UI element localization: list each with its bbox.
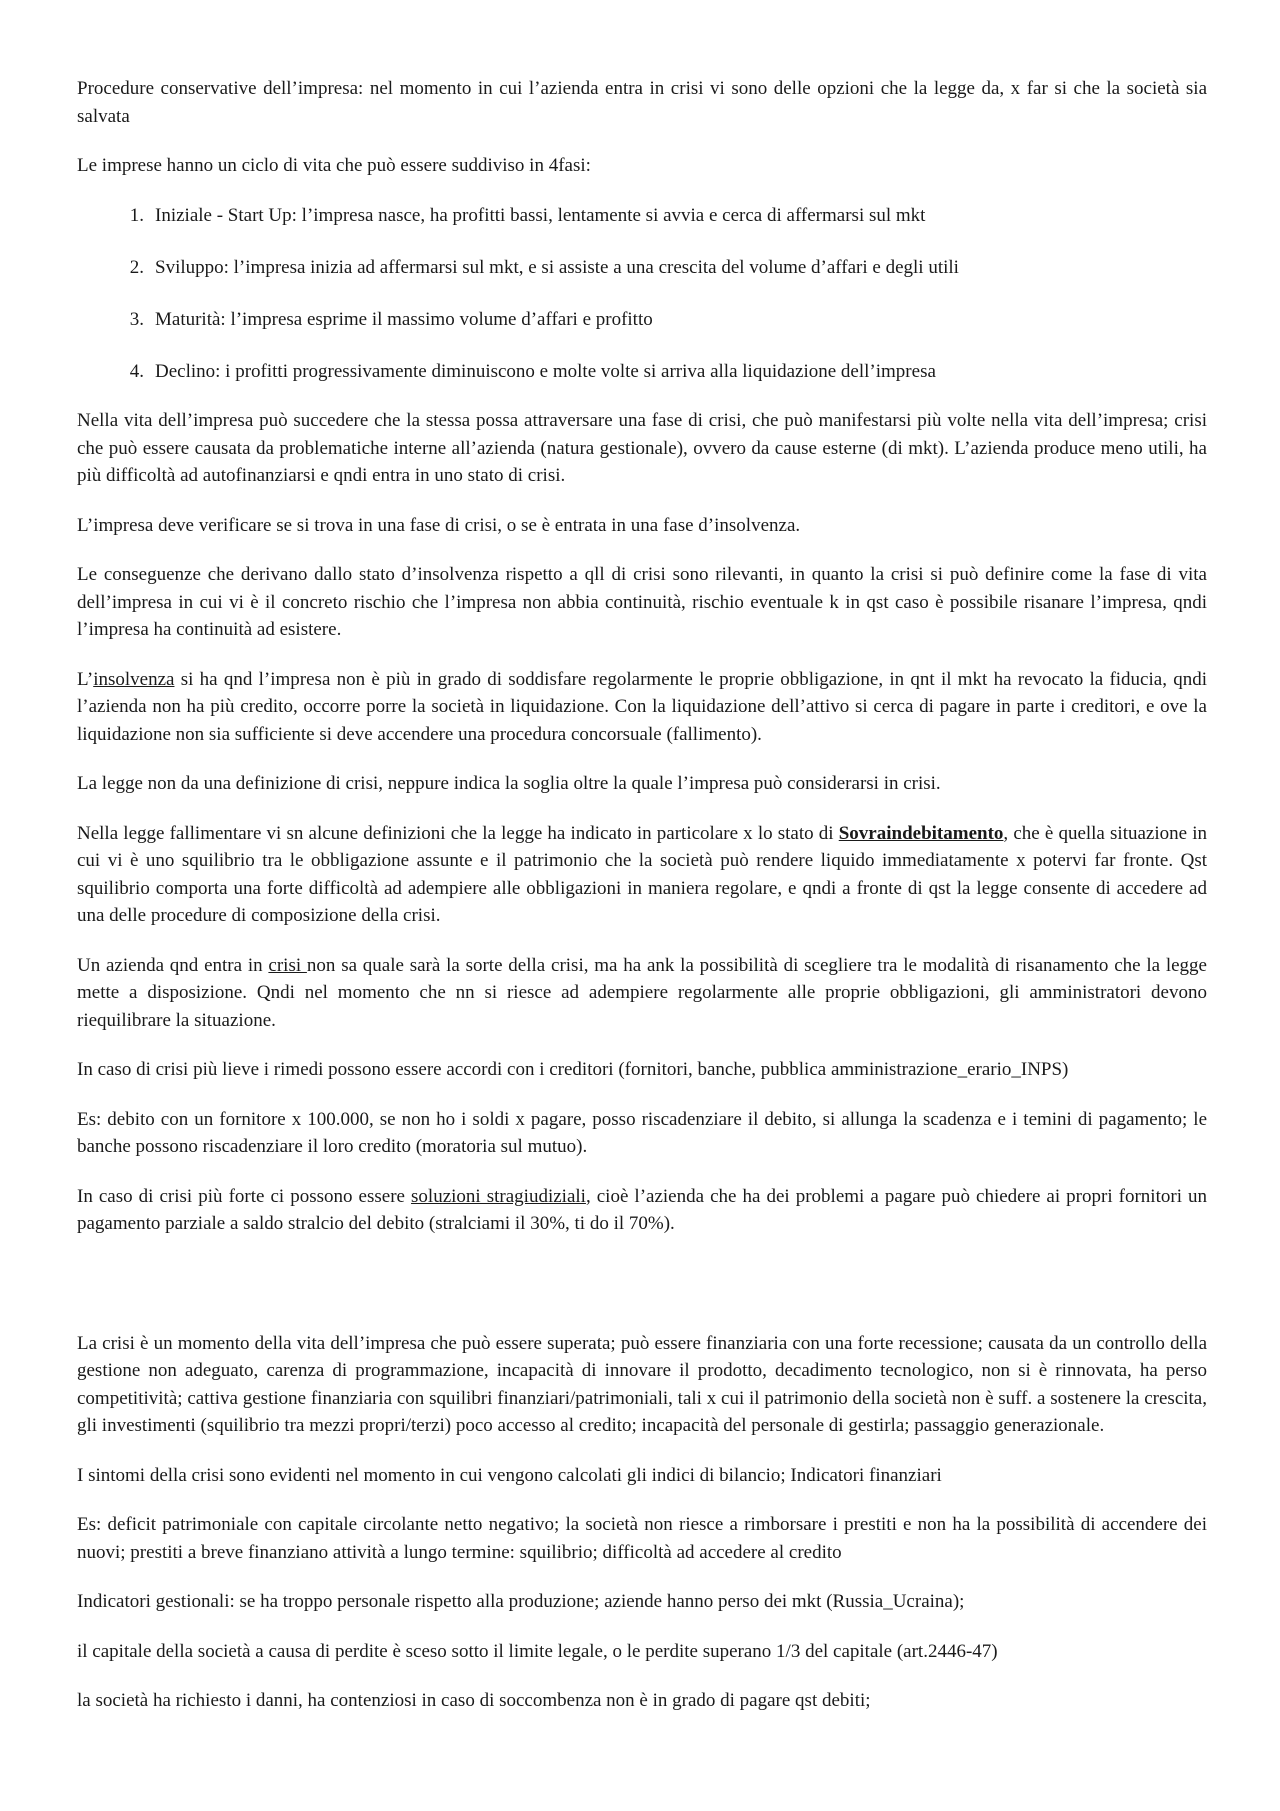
phases-list [77, 202, 1207, 386]
paragraph-risanamento [77, 952, 1207, 1035]
paragraph-sintomi: I sintomi della crisi sono evidenti nel momento in cui vengono calcolati gli indici di bilancio; Indicatori finanziari [77, 1464, 942, 1486]
text-segment: L’ [77, 668, 94, 690]
paragraph-indicatori-gestionali: Indicatori gestionali: se ha troppo personale rispetto alla produzione; aziende hanno perso dei mkt (Russia_Ucraina); [77, 1591, 965, 1612]
document-page [77, 75, 1207, 1737]
paragraph-esempio-debito: Es: debito con un fornitore x 100.000, se non ho i soldi x pagare, posso riscadenziare il debito, si allunga la scadenza e i temini di pagamento; le banche possono riscadenziare il loro credito (moratoria sul mutuo). [77, 1108, 1207, 1157]
paragraph-ciclo-di-vita: Le imprese hanno un ciclo di vita che può essere suddiviso in 4fasi: [77, 155, 591, 176]
list-number: 1. [129, 204, 144, 226]
paragraph-capitale-perdite: il capitale della società a causa di perdite è sceso sotto il limite legale, o le perdite superano 1/3 del capitale (art.2446-47) [77, 1640, 998, 1662]
list-number: 2. [129, 256, 144, 278]
list-item [77, 202, 1207, 230]
underlined-term-insolvenza: insolvenza [93, 668, 175, 690]
text-segment: Un azienda qnd entra in [77, 954, 269, 976]
paragraph-crisi-lieve: In caso di crisi più lieve i rimedi possono essere accordi con i creditori (fornitori, banche, pubblica amministrazione_erario_INPS) [77, 1059, 1069, 1080]
paragraph-insolvenza [77, 666, 1207, 749]
list-text: Declino: i profitti progressivamente diminuiscono e molte volte si arriva alla liquidazione dell’impresa [155, 360, 936, 382]
bold-term-sovraindebitamento: Sovraindebitamento [838, 822, 1004, 844]
text-segment: Nella legge fallimentare vi sn alcune definizioni che la legge ha indicato in particolare x lo stato di [77, 822, 839, 844]
paragraph-sovraindebitamento [77, 820, 1207, 930]
list-item [77, 358, 1207, 386]
underlined-term-crisi: crisi [268, 954, 307, 976]
text-segment: non sa quale sarà la sorte della crisi, ma ha ank la possibilità di scegliere tra le modalità di risanamento che la legge mette a disposizione. Qndi nel momento che nn si riesce ad adempiere regolarmente alle proprie obbligazioni, gli amministratori devono riequilibrare la situazione. [77, 954, 1207, 1031]
text-segment: In caso di crisi più forte ci possono essere [77, 1185, 412, 1207]
list-item [77, 254, 1207, 282]
blank-gap [77, 1260, 1207, 1330]
paragraph-conseguenze: Le conseguenze che derivano dallo stato d’insolvenza rispetto a qll di crisi sono rilevanti, in quanto la crisi si può definire come la fase di vita dell’impresa in cui vi è il concreto rischio che l’impresa non abbia continuità, rischio eventuale k in qst caso è possibile risanare l’impresa, qndi l’impresa ha continuità ad esistere. [77, 564, 1207, 640]
list-text: Maturità: l’impresa esprime il massimo volume d’affari e profitto [155, 308, 653, 330]
list-number: 4. [129, 360, 144, 382]
underlined-term-soluzioni-stragiudiziali: soluzioni stragiudiziali [411, 1185, 586, 1207]
list-text: Iniziale - Start Up: l’impresa nasce, ha profitti bassi, lentamente si avvia e cerca di affermarsi sul mkt [155, 204, 926, 226]
paragraph-fase-di-crisi: Nella vita dell’impresa può succedere che la stessa possa attraversare una fase di crisi, che può manifestarsi più volte nella vita dell’impresa; crisi che può essere causata da problematiche interne all’azienda (natura gestionale), ovvero da cause esterne (di mkt). L’azienda produce meno utili, ha più difficoltà ad autofinanziarsi e qndi entra in uno stato di crisi. [77, 410, 1207, 486]
paragraph-contenziosi: la società ha richiesto i danni, ha contenziosi in caso di soccombenza non è in grado di pagare qst debiti; [77, 1690, 871, 1711]
paragraph-definizione-crisi: La legge non da una definizione di crisi, neppure indica la soglia oltre la quale l’impresa può considerarsi in crisi. [77, 773, 941, 794]
paragraph-verifica-insolvenza: L’impresa deve verificare se si trova in una fase di crisi, o se è entrata in una fase d’insolvenza. [77, 514, 801, 536]
paragraph-procedure-conservative: Procedure conservative dell’impresa: nel momento in cui l’azienda entra in crisi vi sono delle opzioni che la legge da, x far si che la società sia salvata [77, 78, 1207, 127]
list-item [77, 306, 1207, 334]
text-segment: si ha qnd l’impresa non è più in grado di soddisfare regolarmente le proprie obbligazione, in qnt il mkt ha revocato la fiducia, qndi l’azienda non ha più credito, occorre porre la società in liquidazione. Con la liquidazione dell’attivo si cerca di pagare in parte i creditori, e ove la liquidazione non sia sufficiente si deve accendere una procedura concorsuale (fallimento). [77, 668, 1207, 745]
text-segment: , che è quella situazione in cui vi è uno squilibrio tra le obbligazione assunte e il patrimonio che la società può rendere liquido immediatamente x potervi far fronte. Qst squilibrio comporta una forte difficoltà ad adempiere alle obbligazioni in maniera regolare, e qndi a fronte di qst la legge consente di accedere ad una delle procedure di composizione della crisi. [77, 822, 1207, 926]
text-segment: , cioè l’azienda che ha dei problemi a pagare può chiedere ai propri fornitori un pagamento parziale a saldo stralcio del debito (stralciami il 30%, ti do il 70%). [77, 1185, 1208, 1234]
paragraph-cause-crisi: La crisi è un momento della vita dell’impresa che può essere superata; può essere finanziaria con una forte recessione; causata da un controllo della gestione non adeguato, carenza di programmazione, incapacità di innovare il prodotto, decadimento tecnologico, non si è rinnovata, ha perso competitività; cattiva gestione finanziaria con squilibri finanziari/patrimoniali, tali x cui il patrimonio della società non è suff. a sostenere la crescita, gli investimenti (squilibrio tra mezzi propri/terzi) poco accesso al credito; incapacità del personale di gestirla; passaggio generazionale. [77, 1332, 1207, 1436]
list-number: 3. [129, 308, 144, 330]
paragraph-deficit-patrimoniale: Es: deficit patrimoniale con capitale circolante netto negativo; la società non riesce a rimborsare i prestiti e non ha la possibilità di accendere dei nuovi; prestiti a breve finanziano attività a lungo termine: squilibrio; difficoltà ad accedere al credito [77, 1514, 1207, 1563]
list-text: Sviluppo: l’impresa inizia ad affermarsi sul mkt, e si assiste a una crescita del volume d’affari e degli utili [155, 256, 959, 278]
paragraph-soluzioni-stragiudiziali [77, 1183, 1207, 1238]
